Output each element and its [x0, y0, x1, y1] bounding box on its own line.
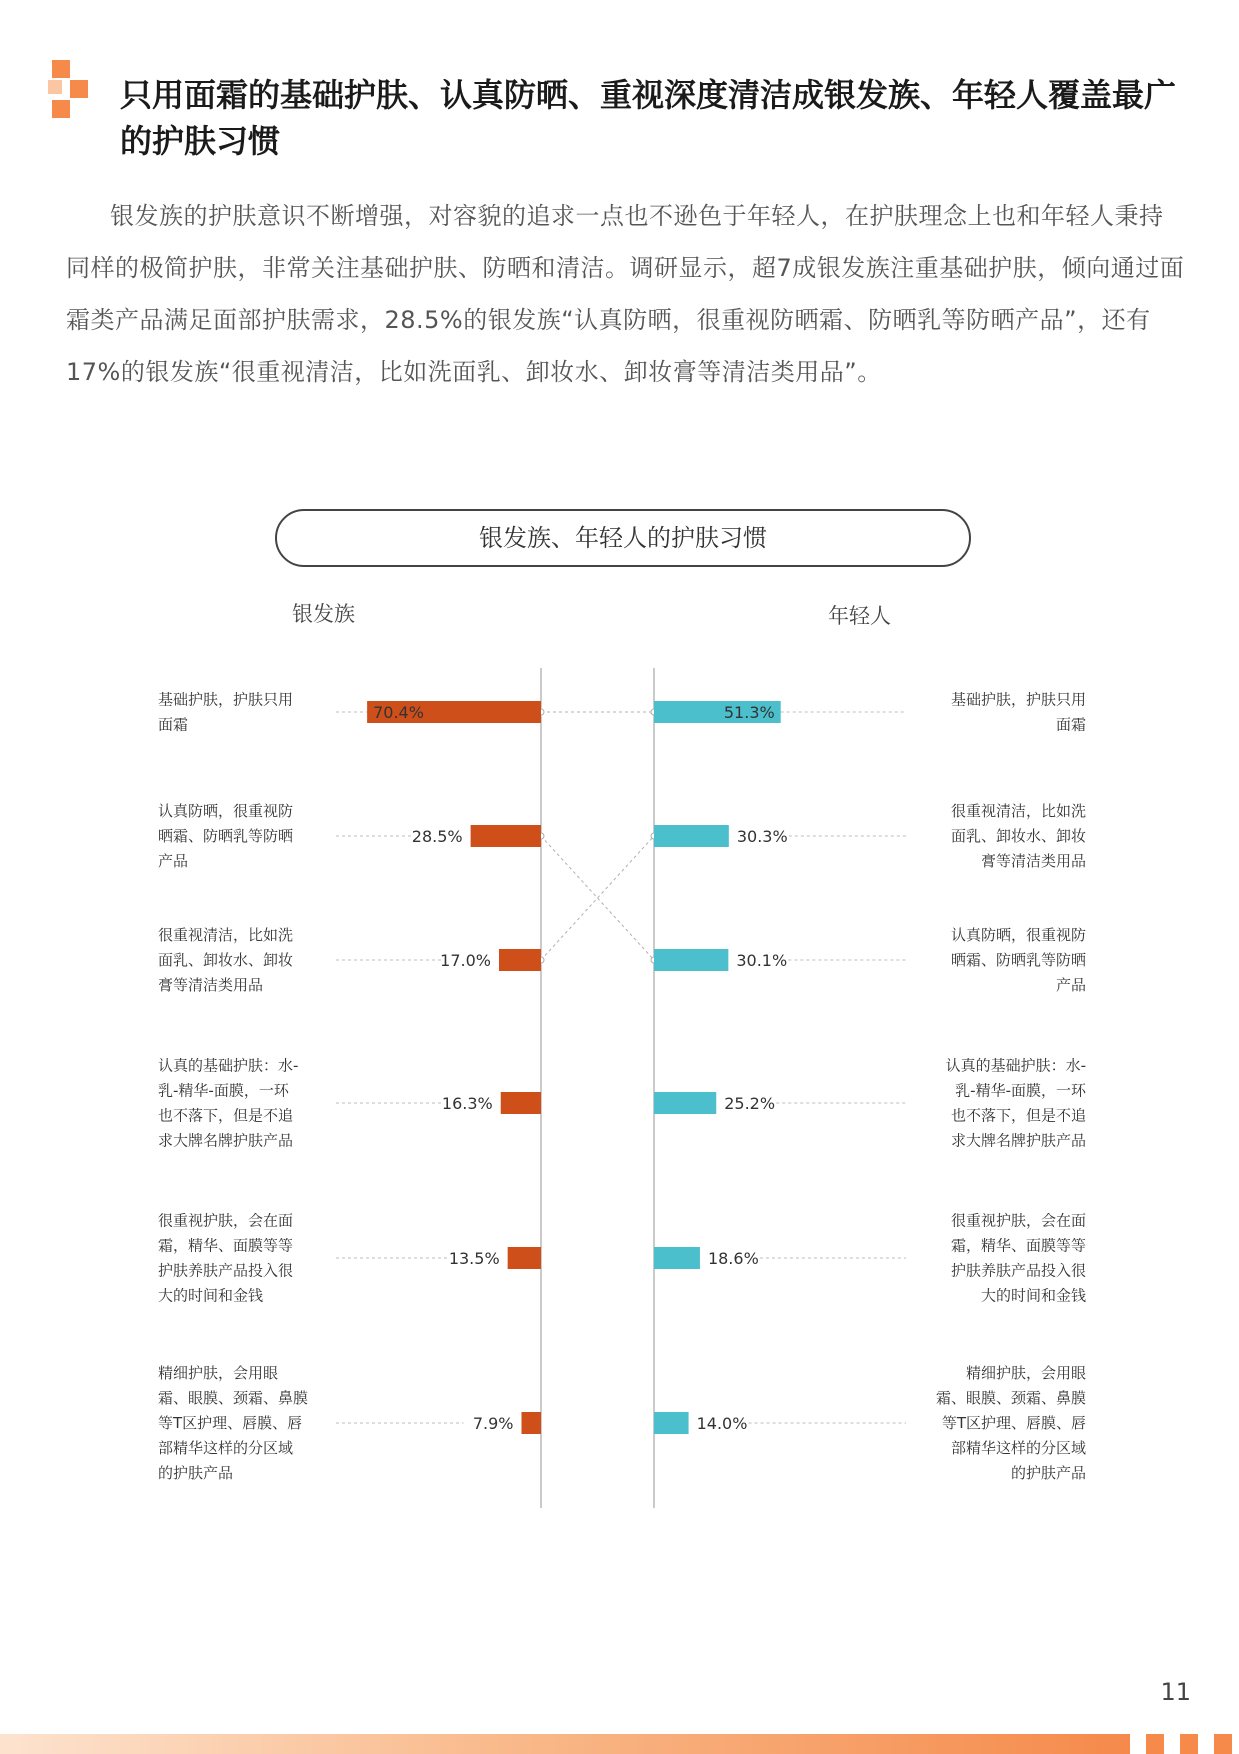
- value-label-left-0: 70.4%: [373, 703, 424, 722]
- category-label-left-0: 基础护肤，护肤只用: [158, 690, 294, 709]
- header-logo-icon: [48, 60, 96, 120]
- category-label-right-1: 膏等清洁类用品: [980, 852, 1086, 870]
- category-label-left-3: 认真的基础护肤：水-: [158, 1056, 299, 1075]
- bar-right-1: [654, 825, 729, 847]
- bar-right-5: [654, 1412, 689, 1434]
- category-label-left-4: 大的时间和金钱: [158, 1286, 264, 1305]
- value-label-left-2: 17.0%: [440, 951, 492, 970]
- value-label-right-3: 25.2%: [724, 1094, 776, 1113]
- category-label-left-5: 的护肤产品: [158, 1464, 234, 1482]
- bar-left-2: [499, 949, 541, 971]
- value-label-right-2: 30.1%: [736, 951, 788, 970]
- category-label-right-2: 晒霜、防晒乳等防晒: [950, 951, 1086, 969]
- butterfly-bar-chart: [0, 640, 1239, 1520]
- footer-square: [1214, 1734, 1232, 1754]
- value-label-left-3: 16.3%: [441, 1094, 493, 1113]
- category-label-left-1: 晒霜、防晒乳等防晒: [158, 827, 294, 845]
- category-label-left-2: 膏等清洁类用品: [158, 976, 264, 994]
- category-label-left-5: 霜、眼膜、颈霜、鼻膜: [158, 1389, 309, 1407]
- category-label-right-0: 面霜: [1055, 715, 1086, 734]
- category-label-right-4: 很重视护肤，会在面: [950, 1211, 1086, 1230]
- bar-right-2: [654, 949, 728, 971]
- category-label-right-4: 霜，精华、面膜等等: [950, 1236, 1086, 1255]
- footer-square: [1146, 1734, 1164, 1754]
- category-label-right-5: 的护肤产品: [1010, 1464, 1086, 1482]
- chart-title: 银发族、年轻人的护肤习惯: [275, 509, 971, 567]
- series-label-young: 年轻人: [828, 604, 891, 628]
- category-label-left-3: 也不落下，但是不追: [158, 1106, 294, 1125]
- category-label-right-1: 面乳、卸妆水、卸妆: [950, 827, 1086, 845]
- category-label-left-3: 乳-精华-面膜，一环: [158, 1081, 289, 1100]
- category-label-right-2: 产品: [1055, 976, 1086, 994]
- value-label-left-4: 13.5%: [448, 1249, 500, 1268]
- bar-left-3: [501, 1092, 541, 1114]
- category-label-left-2: 很重视清洁，比如洗: [158, 926, 294, 944]
- category-label-right-5: 部精华这样的分区域: [950, 1439, 1086, 1457]
- category-label-right-3: 认真的基础护肤：水-: [945, 1056, 1086, 1075]
- bar-right-3: [654, 1092, 716, 1114]
- footer-bar: [0, 1734, 1130, 1754]
- bar-left-1: [471, 825, 541, 847]
- category-label-left-0: 面霜: [158, 715, 189, 734]
- page-number: 11: [1160, 1678, 1191, 1706]
- category-label-right-5: 霜、眼膜、颈霜、鼻膜: [935, 1389, 1086, 1407]
- value-label-left-5: 7.9%: [472, 1414, 514, 1433]
- value-label-right-4: 18.6%: [707, 1249, 759, 1268]
- value-label-right-5: 14.0%: [696, 1414, 748, 1433]
- category-label-right-3: 求大牌名牌护肤产品: [950, 1131, 1086, 1150]
- category-label-right-3: 也不落下，但是不追: [950, 1106, 1086, 1125]
- bar-left-5: [521, 1412, 541, 1434]
- value-label-left-1: 28.5%: [411, 827, 463, 846]
- category-label-left-4: 很重视护肤，会在面: [158, 1211, 294, 1230]
- page-title: 只用面霜的基础护肤、认真防晒、重视深度清洁成银发族、年轻人覆盖最广的护肤习惯: [120, 76, 1177, 160]
- intro-paragraph: 银发族的护肤意识不断增强，对容貌的追求一点也不逊色于年轻人，在护肤理念上也和年轻人秉持同样的极简护肤，非常关注基础护肤、防晒和清洁。调研显示，超7成银发族注重基础护肤，倾向通过面霜类产品满足面部护肤需求，28.5%的银发族“认真防晒，很重视防晒霜、防晒乳等防晒产品”，还有17%的银发族“很重视清洁，比如洗面乳、卸妆水、卸妆膏等清洁类用品”。: [66, 202, 1185, 386]
- category-label-right-4: 护肤养肤产品投入很: [950, 1261, 1086, 1280]
- value-label-right-1: 30.3%: [736, 827, 788, 846]
- category-label-right-1: 很重视清洁，比如洗: [950, 802, 1086, 820]
- bar-left-4: [508, 1247, 541, 1269]
- category-label-right-4: 大的时间和金钱: [980, 1286, 1086, 1305]
- value-label-right-0: 51.3%: [723, 703, 775, 722]
- category-label-left-5: 精细护肤，会用眼: [158, 1364, 279, 1382]
- category-label-left-5: 部精华这样的分区域: [158, 1439, 294, 1457]
- category-label-left-1: 认真防晒，很重视防: [158, 802, 294, 820]
- category-label-left-4: 护肤养肤产品投入很: [158, 1261, 294, 1280]
- bar-right-4: [654, 1247, 700, 1269]
- category-label-left-1: 产品: [158, 852, 189, 870]
- category-label-right-5: 精细护肤，会用眼: [965, 1364, 1086, 1382]
- category-label-right-2: 认真防晒，很重视防: [950, 926, 1086, 944]
- category-label-left-4: 霜，精华、面膜等等: [158, 1236, 294, 1255]
- category-label-left-3: 求大牌名牌护肤产品: [158, 1131, 294, 1150]
- category-label-right-5: 等T区护理、唇膜、唇: [941, 1414, 1086, 1432]
- footer-square: [1180, 1734, 1198, 1754]
- category-label-right-3: 乳-精华-面膜，一环: [955, 1081, 1086, 1100]
- category-label-right-0: 基础护肤，护肤只用: [950, 690, 1086, 709]
- series-label-silver: 银发族: [292, 602, 355, 626]
- category-label-left-5: 等T区护理、唇膜、唇: [158, 1414, 303, 1432]
- category-label-left-2: 面乳、卸妆水、卸妆: [158, 951, 294, 969]
